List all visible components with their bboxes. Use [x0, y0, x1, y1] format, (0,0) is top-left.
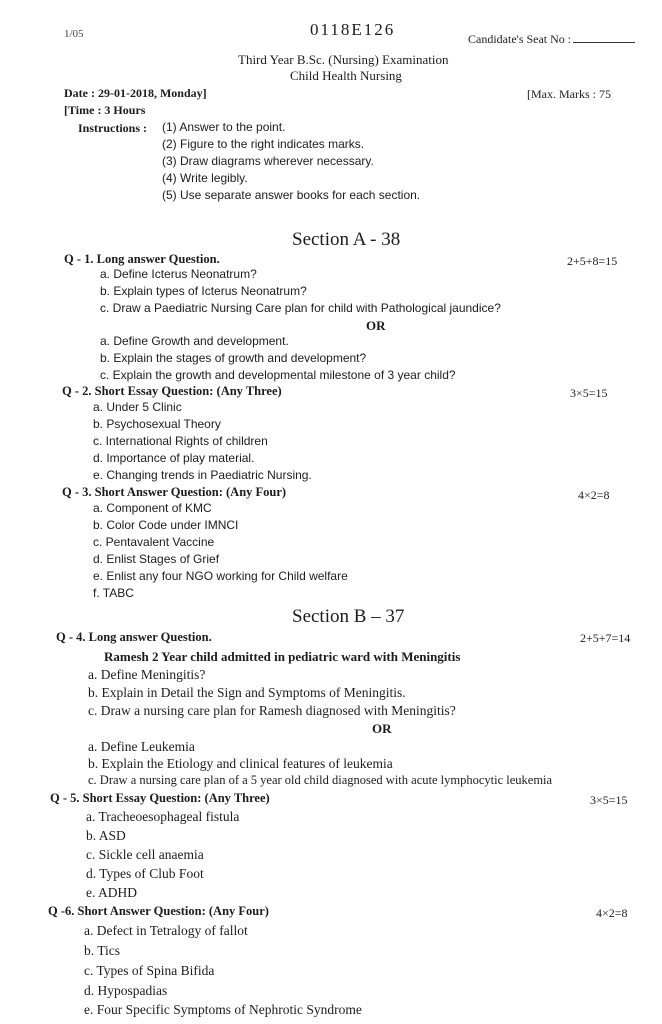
q2-item: e. Changing trends in Paediatric Nursing. [93, 468, 312, 482]
q4-marks: 2+5+7=14 [580, 631, 631, 645]
reference-code: 1/05 [64, 28, 84, 40]
subject-title: Child Health Nursing [290, 68, 402, 83]
q3-title: Q - 3. Short Answer Question: (Any Four) [62, 485, 287, 499]
q2-marks: 3×5=15 [570, 386, 608, 400]
q4-alt-item: a. Define Leukemia [88, 739, 195, 754]
q5-marks: 3×5=15 [590, 793, 628, 807]
q6-title: Q -6. Short Answer Question: (Any Four) [48, 904, 269, 918]
q6-item: c. Types of Spina Bifida [84, 963, 215, 978]
exam-title: Third Year B.Sc. (Nursing) Examination [238, 52, 449, 67]
instruction-item: (2) Figure to the right indicates marks. [162, 137, 365, 151]
q4-alt-item: c. Draw a nursing care plan of a 5 year old child diagnosed with acute lymphocytic leukemia [88, 773, 553, 787]
q2-item: d. Importance of play material. [93, 451, 255, 465]
q5-item: b. ASD [86, 828, 126, 843]
q3-item: c. Pentavalent Vaccine [93, 535, 215, 549]
q5-item: d. Types of Club Foot [86, 866, 204, 881]
q4-or: OR [372, 721, 392, 736]
q5-item: a. Tracheoesophageal fistula [86, 809, 240, 824]
q3-item: d. Enlist Stages of Grief [93, 552, 220, 566]
q1-marks: 2+5+8=15 [567, 254, 618, 268]
instruction-item: (5) Use separate answer books for each section. [162, 188, 421, 202]
q4-item: c. Draw a nursing care plan for Ramesh diagnosed with Meningitis? [88, 703, 456, 718]
seat-blank [573, 42, 635, 43]
q1-or: OR [366, 318, 386, 333]
q6-marks: 4×2=8 [596, 906, 628, 920]
q3-item: f. TABC [93, 586, 134, 600]
q1-item: a. Define Icterus Neonatrum? [100, 267, 257, 281]
seat-number-field [468, 32, 635, 47]
q1-title: Q - 1. Long answer Question. [64, 252, 220, 266]
section-a-title: Section A - 38 [292, 229, 401, 250]
instruction-item: (1) Answer to the point. [162, 120, 286, 134]
q3-item: b. Color Code under IMNCI [93, 518, 239, 532]
q1-alt-item: a. Define Growth and development. [100, 334, 289, 348]
exam-date: Date : 29-01-2018, Monday] [64, 86, 207, 100]
q2-title: Q - 2. Short Essay Question: (Any Three) [62, 384, 282, 398]
q5-item: c. Sickle cell anaemia [86, 847, 204, 862]
q6-item: b. Tics [84, 943, 121, 958]
q1-item: c. Draw a Paediatric Nursing Care plan for child with Pathological jaundice? [100, 301, 501, 315]
q6-item: d. Hypospadias [84, 983, 168, 998]
q4-case: Ramesh 2 Year child admitted in pediatric ward with Meningitis [104, 649, 461, 664]
q3-item: e. Enlist any four NGO working for Child welfare [93, 569, 348, 583]
q5-item: e. ADHD [86, 885, 137, 900]
q2-item: a. Under 5 Clinic [93, 400, 182, 414]
max-marks: [Max. Marks : 75 [527, 87, 611, 101]
q1-alt-item: b. Explain the stages of growth and development? [100, 351, 367, 365]
q2-item: b. Psychosexual Theory [93, 417, 221, 431]
q4-title: Q - 4. Long answer Question. [56, 630, 212, 644]
q1-alt-item: c. Explain the growth and developmental milestone of 3 year child? [100, 368, 456, 382]
section-b-title: Section B – 37 [292, 606, 405, 627]
q1-item: b. Explain types of Icterus Neonatrum? [100, 284, 307, 298]
seat-label: Candidate's Seat No : [468, 32, 572, 46]
instruction-item: (3) Draw diagrams wherever necessary. [162, 154, 374, 168]
q3-item: a. Component of KMC [93, 501, 212, 515]
q6-item: e. Four Specific Symptoms of Nephrotic Syndrome [84, 1002, 362, 1017]
instructions-label: Instructions : [78, 121, 148, 135]
exam-time: [Time : 3 Hours [64, 103, 146, 117]
q4-item: a. Define Meningitis? [88, 667, 206, 682]
q4-item: b. Explain in Detail the Sign and Symptoms of Meningitis. [88, 685, 406, 700]
paper-code: 0118E126 [310, 20, 396, 39]
q6-item: a. Defect in Tetralogy of fallot [84, 923, 248, 938]
instruction-item: (4) Write legibly. [162, 171, 248, 185]
q4-alt-item: b. Explain the Etiology and clinical features of leukemia [88, 756, 393, 771]
q2-item: c. International Rights of children [93, 434, 268, 448]
q5-title: Q - 5. Short Essay Question: (Any Three) [50, 791, 270, 805]
q3-marks: 4×2=8 [578, 488, 610, 502]
